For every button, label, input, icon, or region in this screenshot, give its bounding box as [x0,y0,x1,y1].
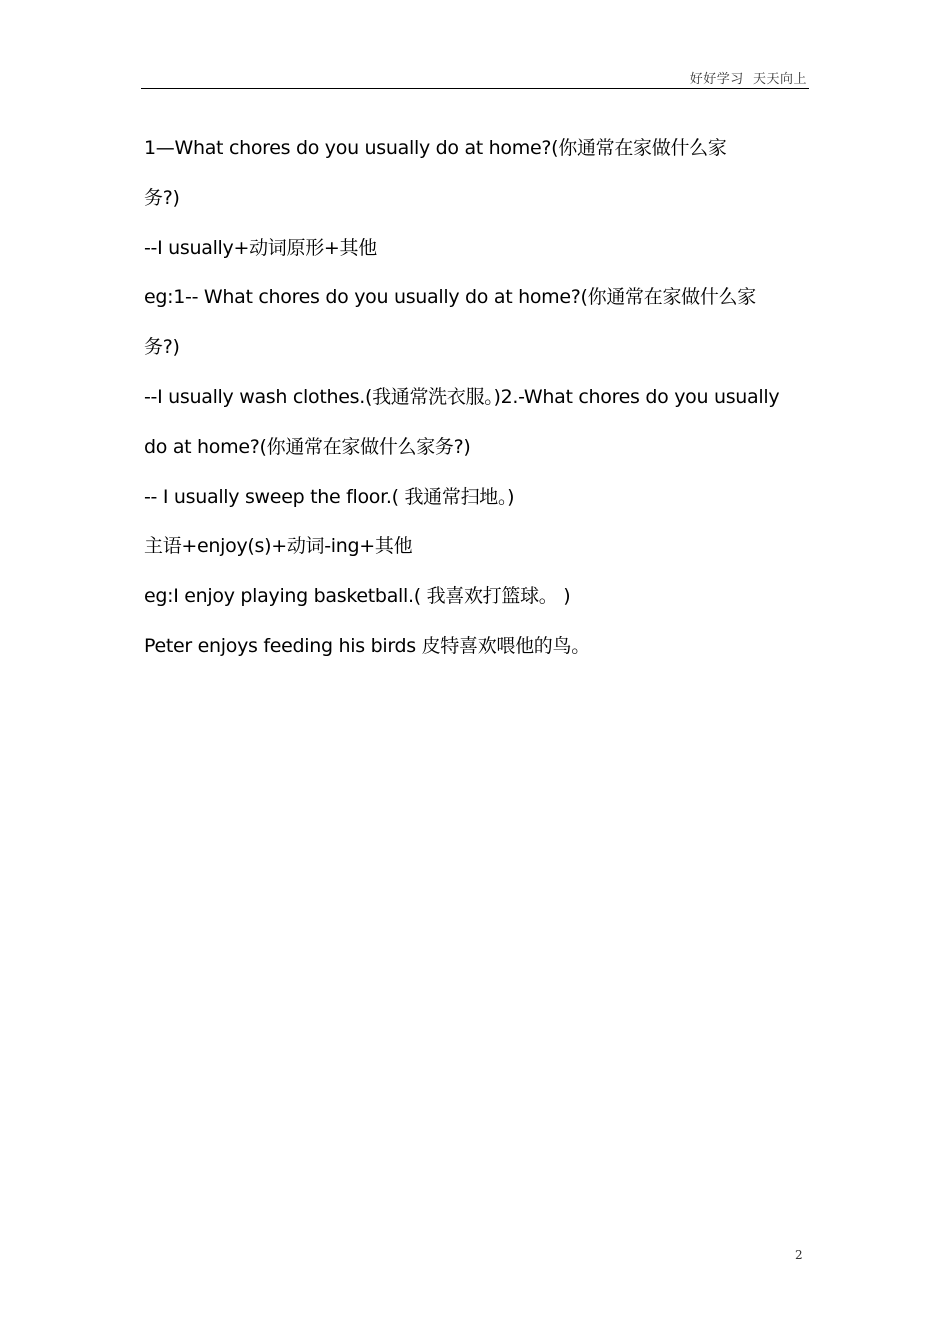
text-line-9: 主语+enjoy(s)+动词-ing+其他 [144,535,413,558]
text-line-1: 1—What chores do you usually do at home?(你通常在家做什么家 [144,137,727,159]
text-line-6: --I usually wash clothes.(我通常洗衣服。)2.-What chores do you usually [144,385,780,408]
page-header [141,66,809,89]
text-line-7: do at home?(你通常在家做什么家务?) [144,435,471,458]
text-line-2: 务?) [144,186,180,209]
text-line-4: eg:1-- What chores do you usually do at home?(你通常在家做什么家 [144,286,756,309]
page-number: 2 [795,1248,803,1262]
text-line-5: 务?) [144,336,180,359]
text-line-8: -- I usually sweep the floor.( 我通常扫地。) [144,485,515,508]
text-line-3: --I usually+动词原形+其他 [144,236,377,259]
document-body [144,124,808,672]
text-line-11: Peter enjoys feeding his birds 皮特喜欢喂他的鸟。 [144,634,590,657]
header-text: 好好学习 天天向上 [689,72,807,87]
text-line-10: eg:I enjoy playing basketball.( 我喜欢打篮球。 ) [144,585,571,608]
